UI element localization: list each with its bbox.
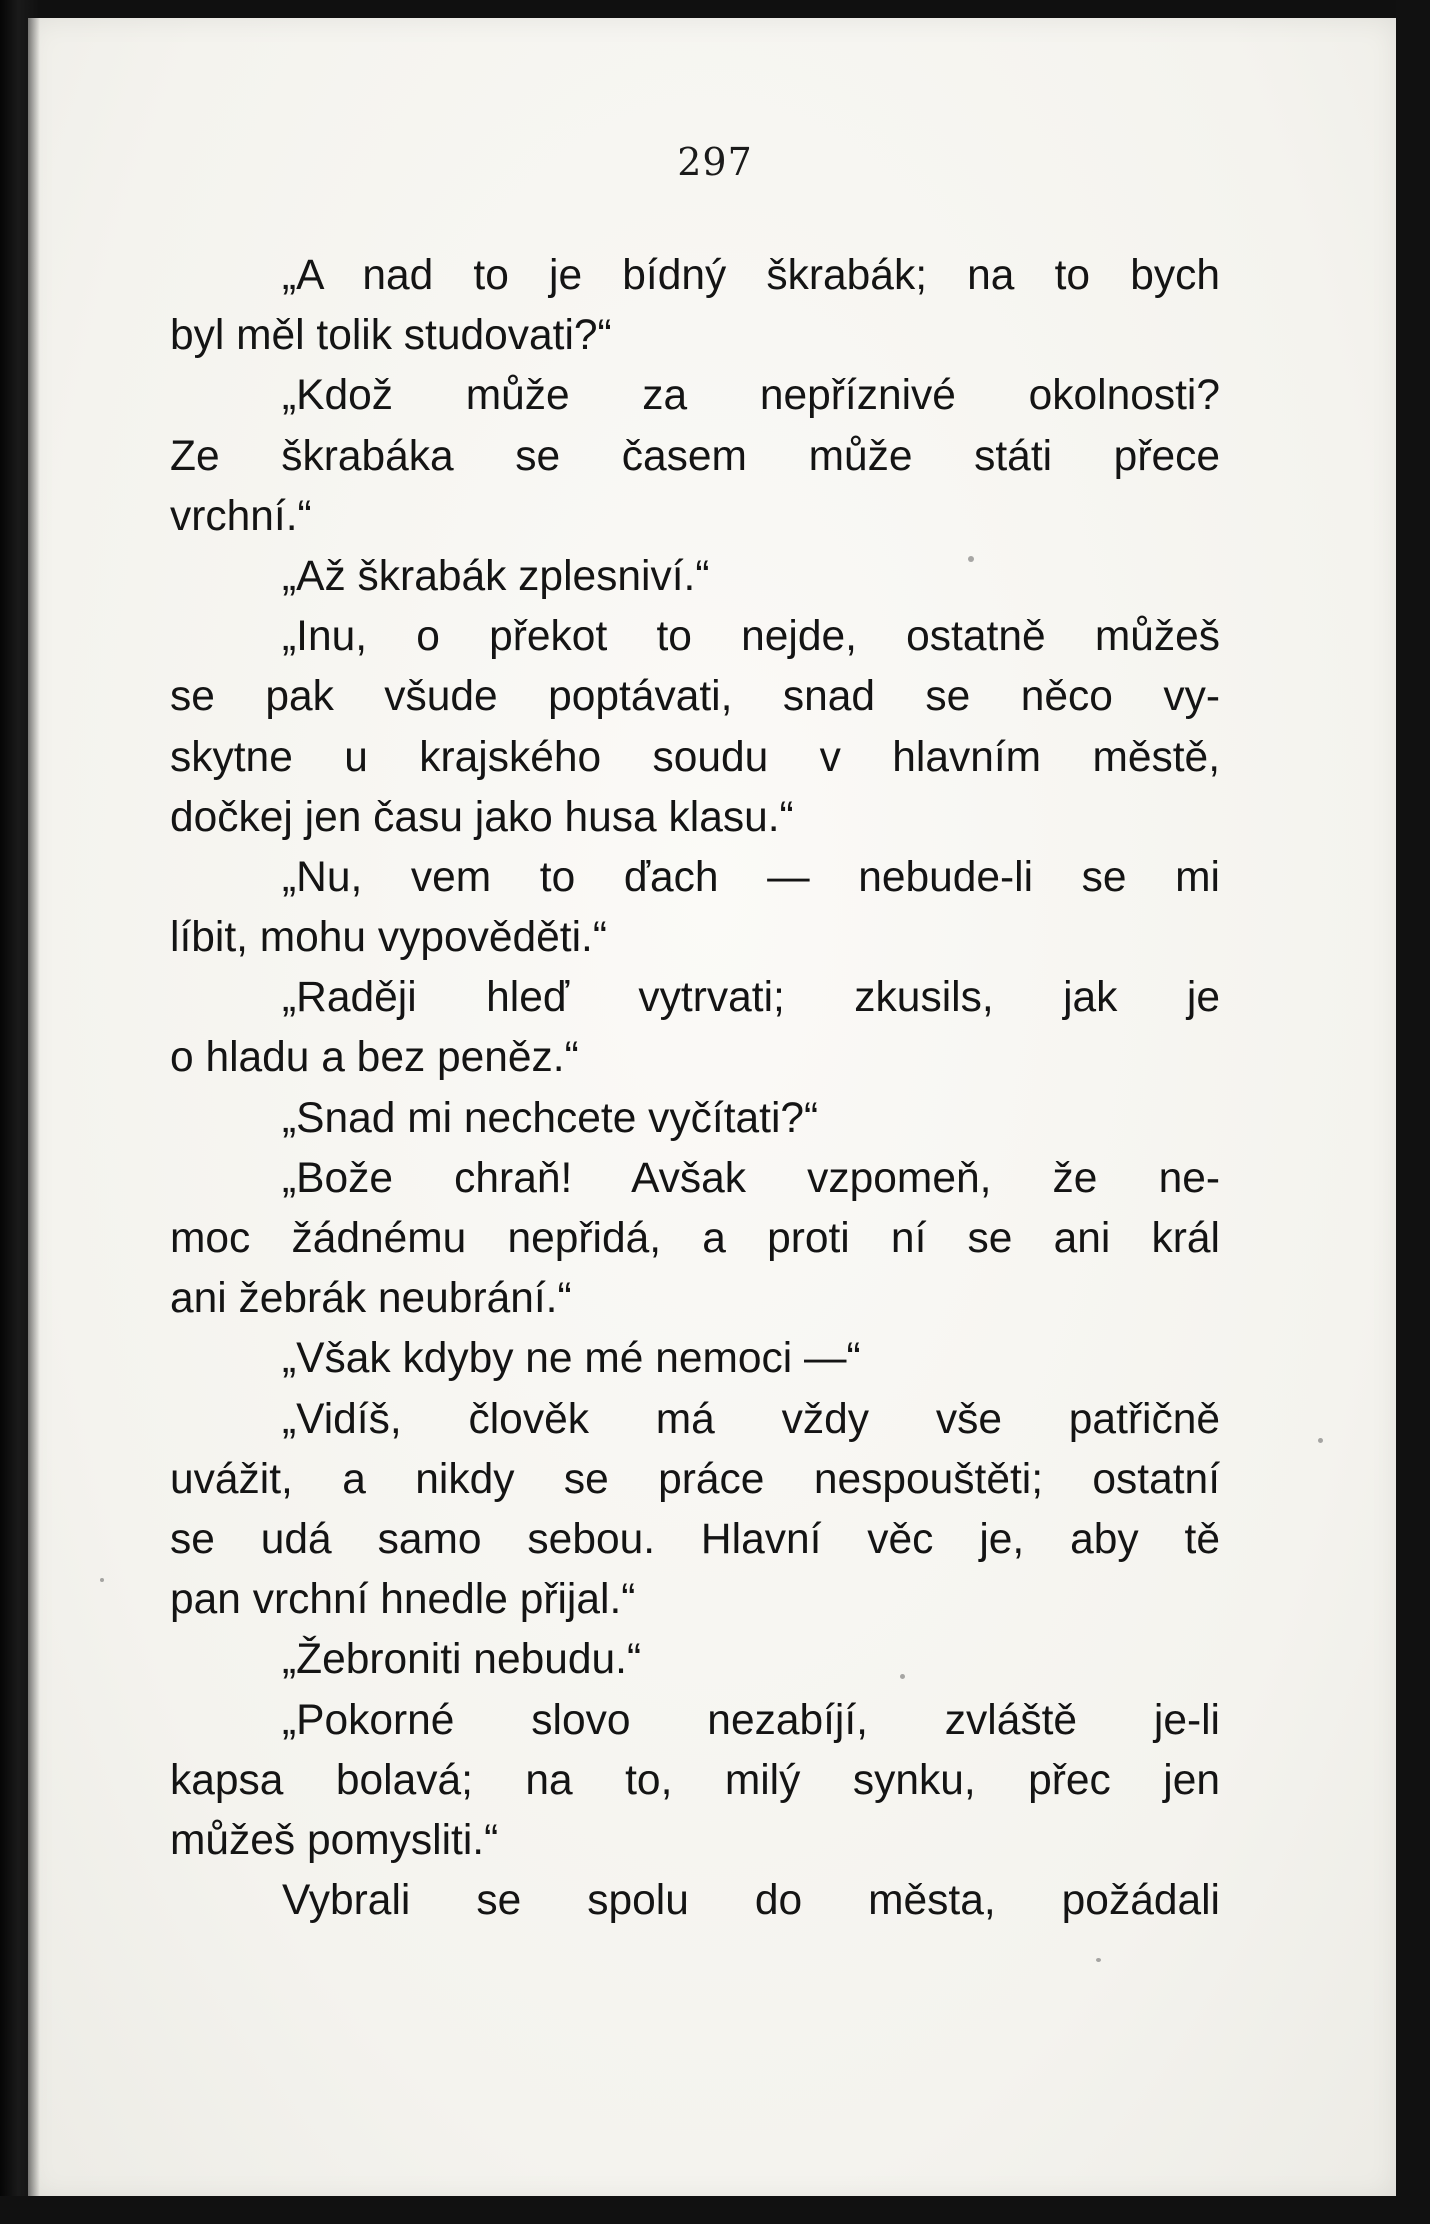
text-line: moc žádnému nepřidá, a proti ní se ani král: [170, 1215, 1220, 1262]
paper-speck: [1096, 1958, 1101, 1962]
text-line: ani žebrák neubrání.“: [170, 1275, 572, 1323]
text-line: „Snad mi nechcete vyčítati?“: [282, 1094, 819, 1142]
text-line: uvážit, a nikdy se práce nespouštěti; ostatní: [170, 1455, 1220, 1503]
text-line: „Inu, o překot to nejde, ostatně můžeš: [282, 613, 1220, 661]
text-line: „Až škrabák zplesniví.“: [282, 552, 710, 600]
text-line: „Bože chraň! Avšak vzpomeň, že ne-: [282, 1154, 1220, 1202]
scan-edge-bottom: [0, 2196, 1430, 2224]
text-line: o hladu a bez peněz.“: [170, 1034, 579, 1082]
paper-speck: [1318, 1438, 1323, 1443]
text-line: skytne u krajského soudu v hlavním městě,: [170, 733, 1220, 781]
text-line: „A nad to je bídný škrabák; na to bych: [282, 252, 1220, 299]
text-line: „Kdož může za nepříznivé okolnosti?: [282, 372, 1220, 420]
text-line: „Vidíš, člověk má vždy vše patřičně: [282, 1395, 1220, 1443]
text-line: byl měl tolik studovati?“: [170, 312, 612, 360]
text-line: se pak všude poptávati, snad se něco vy-: [170, 673, 1220, 721]
text-line: kapsa bolavá; na to, milý synku, přec jen: [170, 1756, 1220, 1804]
text-line: líbit, mohu vypověděti.“: [170, 914, 608, 962]
text-line: „Raději hleď vytrvati; zkusils, jak je: [282, 974, 1220, 1022]
text-line: Vybrali se spolu do města, požádali: [282, 1877, 1220, 1925]
page-number: 297: [677, 140, 753, 184]
text-line: pan vrchní hnedle přijal.“: [170, 1576, 636, 1624]
text-line: Ze škrabáka se časem může státi přece: [170, 432, 1220, 480]
text-line: „Nu, vem to ďach — nebude-li se mi: [282, 853, 1220, 901]
text-line: „Žebroniti nebudu.“: [282, 1636, 642, 1684]
text-line: se udá samo sebou. Hlavní věc je, aby tě: [170, 1515, 1220, 1563]
text-line: „Však kdyby ne mé nemoci —“: [282, 1335, 861, 1383]
text-line: dočkej jen času jako husa klasu.“: [170, 793, 794, 841]
text-line: „Pokorné slovo nezabíjí, zvláště je-li: [282, 1696, 1220, 1744]
text-line: vrchní.“: [170, 492, 312, 540]
body-text: [170, 246, 1220, 1931]
paper-speck: [968, 556, 974, 562]
text-line: můžeš pomysliti.“: [170, 1816, 499, 1864]
scan-edge-right: [1396, 0, 1430, 2224]
binding-shadow: [0, 0, 40, 2224]
paper-speck: [900, 1674, 905, 1679]
paper-speck: [100, 1578, 104, 1582]
